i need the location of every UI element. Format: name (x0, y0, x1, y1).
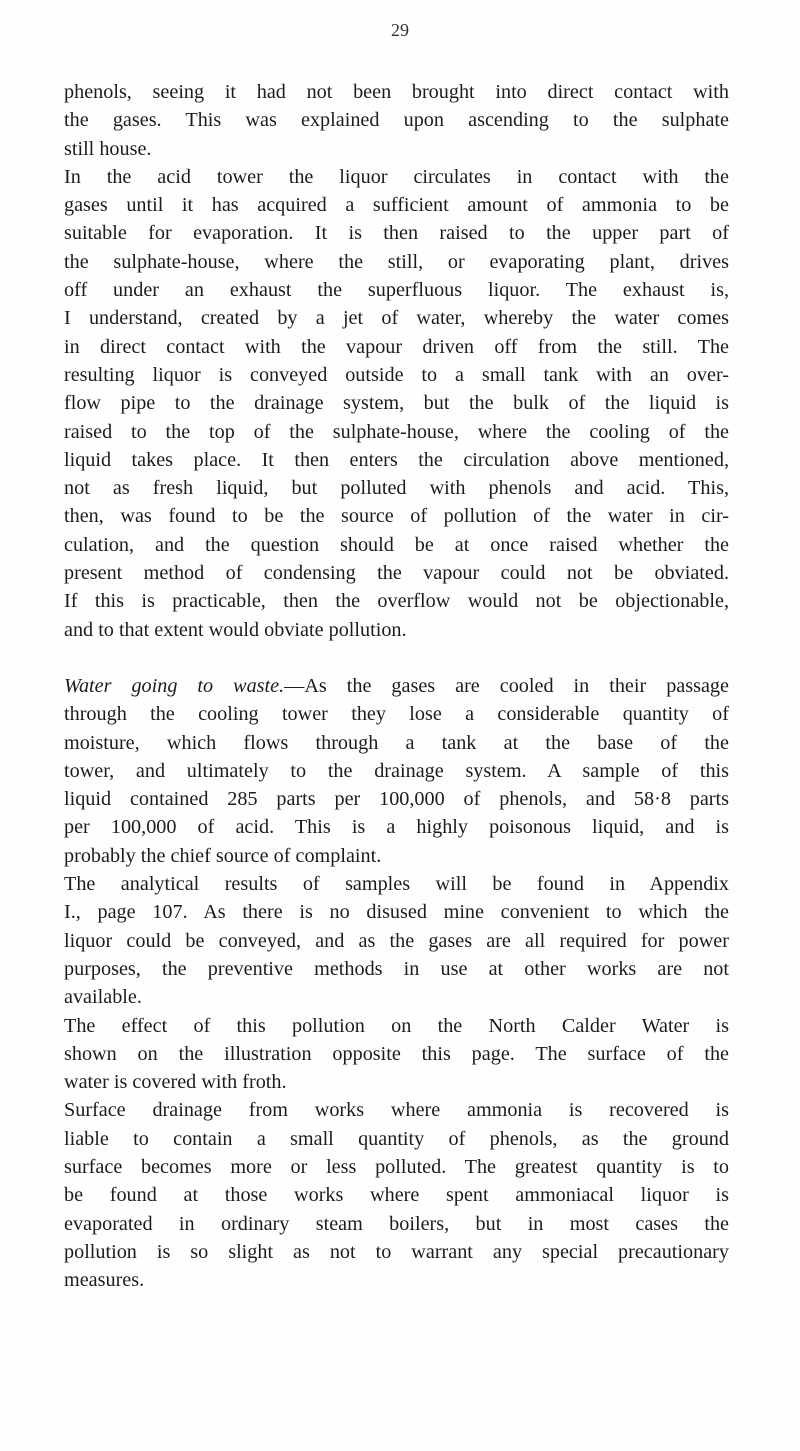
text-line: raised to the top of the sulphate-house, where the cooling of the (64, 420, 729, 443)
text-line: I., page 107. As there is no disused mine convenient to which the (64, 901, 729, 924)
paragraph (64, 870, 729, 1011)
text-line: liable to contain a small quantity of phenols, as the ground (64, 1127, 729, 1150)
paragraph (64, 672, 729, 870)
text-line: present method of condensing the vapour could not be obviated. (64, 562, 729, 585)
text-line: probably the chief source of complaint. (64, 844, 382, 867)
text-line: phenols, seeing it had not been brought into direct contact with (64, 81, 729, 103)
text-line: off under an exhaust the superfluous liquor. The exhaust is, (64, 279, 729, 302)
text-line: I understand, created by a jet of water, whereby the water comes (64, 307, 729, 330)
text-line: be found at those works where spent ammoniacal liquor is (64, 1184, 729, 1207)
text-line: the gases. This was explained upon ascending to the sulphate (64, 109, 729, 132)
text-line: and to that extent would obviate pollution. (64, 618, 407, 641)
paragraph (64, 1012, 729, 1097)
text-line: shown on the illustration opposite this page. The surface of the (64, 1042, 729, 1065)
text-line: available. (64, 986, 142, 1009)
text-line: then, was found to be the source of pollution of the water in cir- (64, 505, 729, 528)
paragraph-gap (64, 644, 729, 672)
text-line: pollution is so slight as not to warrant any special precautionary (64, 1240, 729, 1263)
text-line: evaporated in ordinary steam boilers, but in most cases the (64, 1212, 729, 1235)
text-line: purposes, the preventive methods in use at other works are not (64, 957, 729, 980)
text-line: surface becomes more or less polluted. The greatest quantity is to (64, 1155, 729, 1178)
text-line: resulting liquor is conveyed outside to a small tank with an over- (64, 363, 729, 386)
section-heading: Water going to waste. (64, 674, 285, 697)
text-line: in direct contact with the vapour driven off from the still. The (64, 335, 729, 358)
text-line (64, 672, 729, 700)
body-text (64, 78, 729, 1294)
text-line: liquor could be conveyed, and as the gases are all required for power (64, 929, 729, 952)
paragraph (64, 1096, 729, 1294)
text-line: liquid contained 285 parts per 100,000 of phenols, and 58·8 parts (64, 788, 729, 811)
text-line: through the cooling tower they lose a considerable quantity of (64, 703, 729, 726)
text-line: still house. (64, 137, 152, 160)
text-line: not as fresh liquid, but polluted with phenols and acid. This, (64, 477, 729, 500)
paragraph (64, 78, 729, 163)
text-line: the sulphate-house, where the still, or evaporating plant, drives (64, 250, 729, 273)
text-line: tower, and ultimately to the drainage system. A sample of this (64, 759, 729, 782)
page-number: 29 (391, 20, 409, 40)
text-line: In the acid tower the liquor circulates in contact with the (64, 165, 729, 188)
text-line: flow pipe to the drainage system, but the bulk of the liquid is (64, 392, 729, 415)
text-line: Surface drainage from works where ammonia is recovered is (64, 1099, 729, 1122)
text-line: The analytical results of samples will be found in Appendix (64, 873, 729, 896)
text-line: per 100,000 of acid. This is a highly poisonous liquid, and is (64, 816, 729, 839)
text-line: suitable for evaporation. It is then raised to the upper part of (64, 222, 729, 245)
text-line: moisture, which flows through a tank at the base of the (64, 731, 729, 754)
text-line: If this is practicable, then the overflow would not be objectionable, (64, 590, 729, 613)
text-line: liquid takes place. It then enters the circulation above mentioned, (64, 448, 729, 471)
text-line: culation, and the question should be at once raised whether the (64, 533, 729, 556)
text-line: water is covered with froth. (64, 1071, 287, 1094)
text-line: The effect of this pollution on the North Calder Water is (64, 1014, 729, 1037)
text-line: gases until it has acquired a sufficient amount of ammonia to be (64, 194, 729, 217)
paragraph (64, 163, 729, 644)
text-line: measures. (64, 1269, 145, 1292)
text-run: —As the gases are cooled in their passage (284, 674, 729, 697)
